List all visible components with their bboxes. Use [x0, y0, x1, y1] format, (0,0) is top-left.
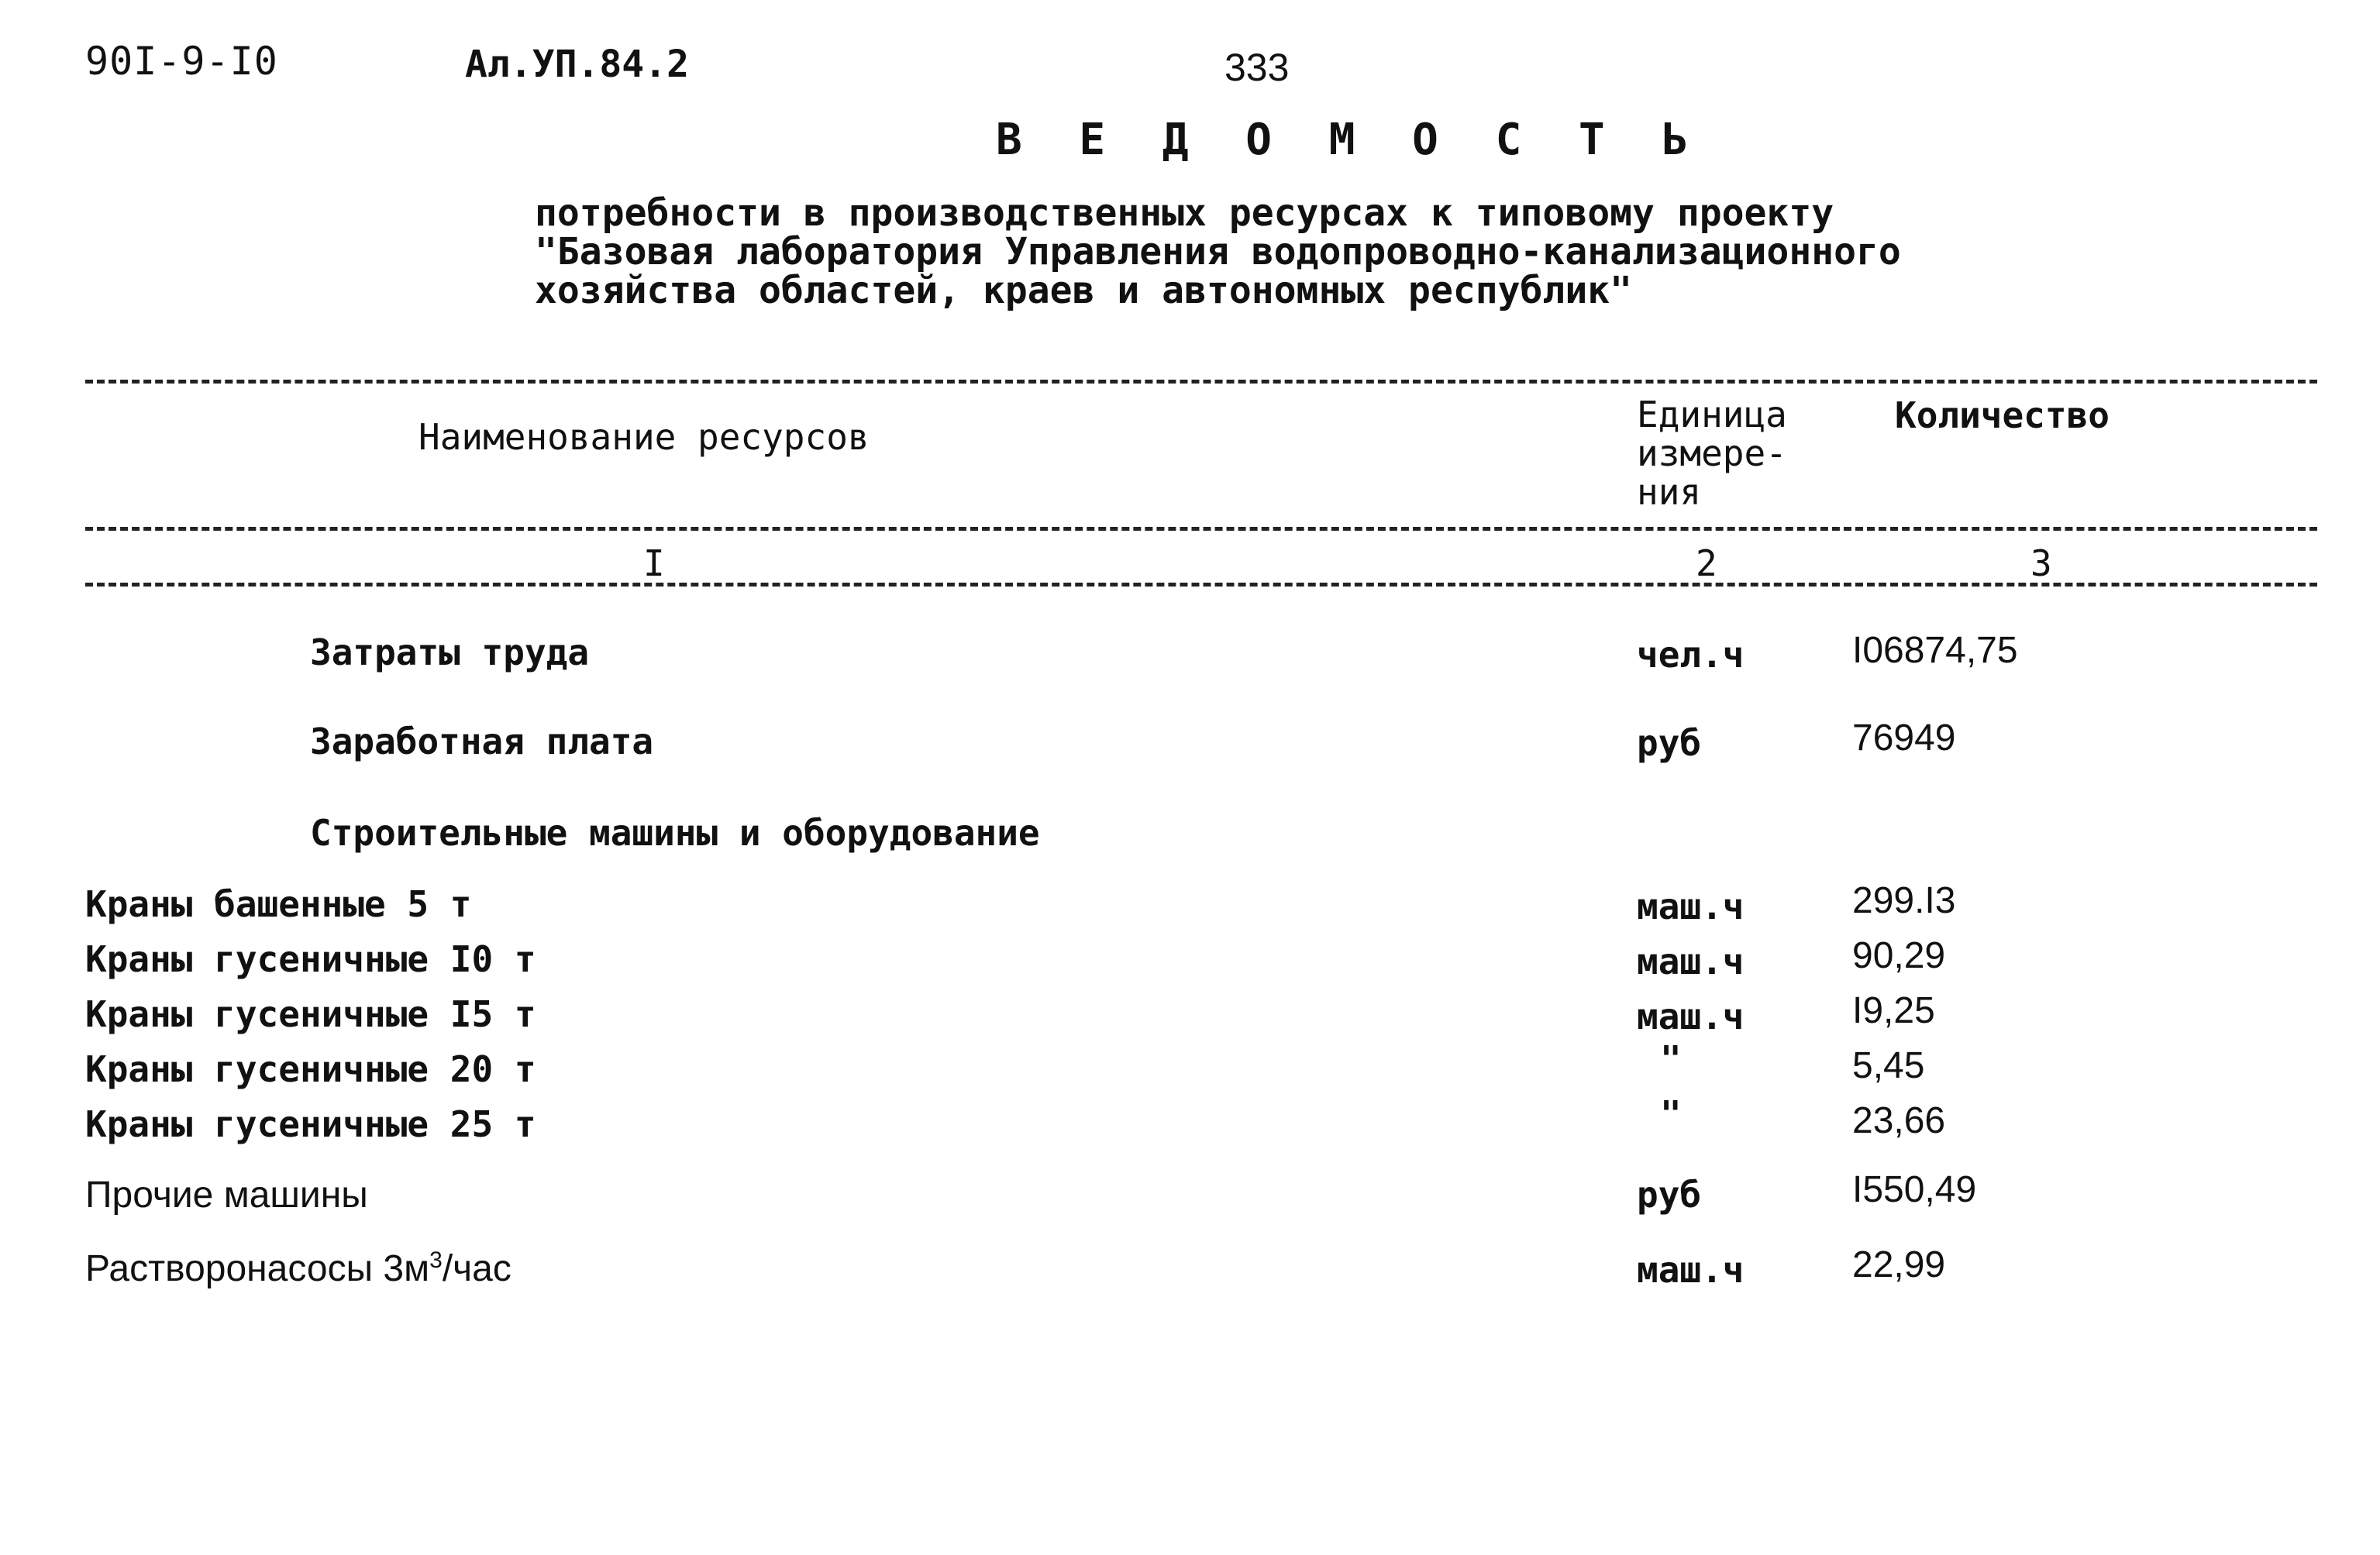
subtitle-line: хозяйства областей, краев и автономных республик": [535, 269, 1633, 312]
row-unit-other-machines: руб: [1637, 1174, 1702, 1216]
mortar-pumps-label: Растворонасосы 3м: [85, 1248, 430, 1289]
subtitle-line: "Базовая лаборатория Управления водопроводно-канализационного: [535, 230, 1901, 274]
row-unit-crane-crawler-20: ": [1660, 1038, 1682, 1080]
row-name-other-machines: Прочие машины: [85, 1175, 368, 1216]
row-unit-wages: руб: [1637, 722, 1702, 764]
row-qty-crane-crawler-10: 90,29: [1852, 935, 1946, 976]
row-name-wages: Заработная плата: [310, 721, 654, 762]
sheet-code: Ал.УП.84.2: [465, 43, 689, 86]
row-qty-crane-tower-5: 299.I3: [1852, 880, 1956, 921]
page-number: 333: [1224, 46, 1290, 89]
table-top-rule: [85, 380, 2317, 384]
column-numbers-rule: [85, 583, 2317, 587]
row-name-crane-crawler-25: Краны гусеничные 25 т: [85, 1103, 536, 1145]
row-name-labor: Затраты труда: [310, 631, 590, 673]
document-code: 90I-9-I0: [85, 39, 278, 84]
column-number-2: 2: [1696, 542, 1717, 584]
row-qty-other-machines: I550,49: [1852, 1169, 1977, 1210]
row-qty-wages: 76949: [1852, 717, 1956, 759]
row-name-mortar-pumps: [85, 1247, 511, 1290]
column-header-unit: Единица измере- ния: [1637, 394, 1787, 513]
document-title: В Е Д О М О С Т Ь: [996, 115, 1704, 165]
header-bottom-rule: [85, 527, 2317, 531]
row-qty-crane-crawler-15: I9,25: [1852, 990, 1935, 1031]
row-name-crane-crawler-10: Краны гусеничные I0 т: [85, 938, 536, 980]
row-unit-labor: чел.ч: [1637, 634, 1745, 676]
row-qty-crane-crawler-20: 5,45: [1852, 1045, 1925, 1086]
column-header-quantity: Количество: [1895, 394, 2110, 436]
row-unit-crane-crawler-15: маш.ч: [1637, 996, 1745, 1037]
row-qty-crane-crawler-25: 23,66: [1852, 1100, 1946, 1141]
subtitle-line: потребности в производственных ресурсах к типовому проекту: [535, 191, 1834, 235]
row-name-crane-crawler-15: Краны гусеничные I5 т: [85, 993, 536, 1035]
row-qty-mortar-pumps: 22,99: [1852, 1244, 1946, 1285]
mortar-pumps-superscript: 3: [429, 1247, 443, 1273]
row-qty-labor: I06874,75: [1852, 630, 2018, 671]
row-name-crane-crawler-20: Краны гусеничные 20 т: [85, 1048, 536, 1090]
row-name-crane-tower-5: Краны башенные 5 т: [85, 883, 472, 925]
row-unit-crane-tower-5: маш.ч: [1637, 886, 1745, 927]
row-unit-crane-crawler-10: маш.ч: [1637, 941, 1745, 982]
mortar-pumps-suffix: /час: [442, 1248, 511, 1289]
row-unit-crane-crawler-25: ": [1660, 1093, 1682, 1135]
row-name-machines-section: Строительные машины и оборудование: [310, 812, 1040, 854]
document-subtitle: [535, 191, 1901, 312]
column-number-1: I: [643, 542, 665, 584]
column-number-3: 3: [2030, 542, 2052, 584]
row-unit-mortar-pumps: маш.ч: [1637, 1249, 1745, 1291]
column-header-name: Наименование ресурсов: [418, 416, 870, 458]
